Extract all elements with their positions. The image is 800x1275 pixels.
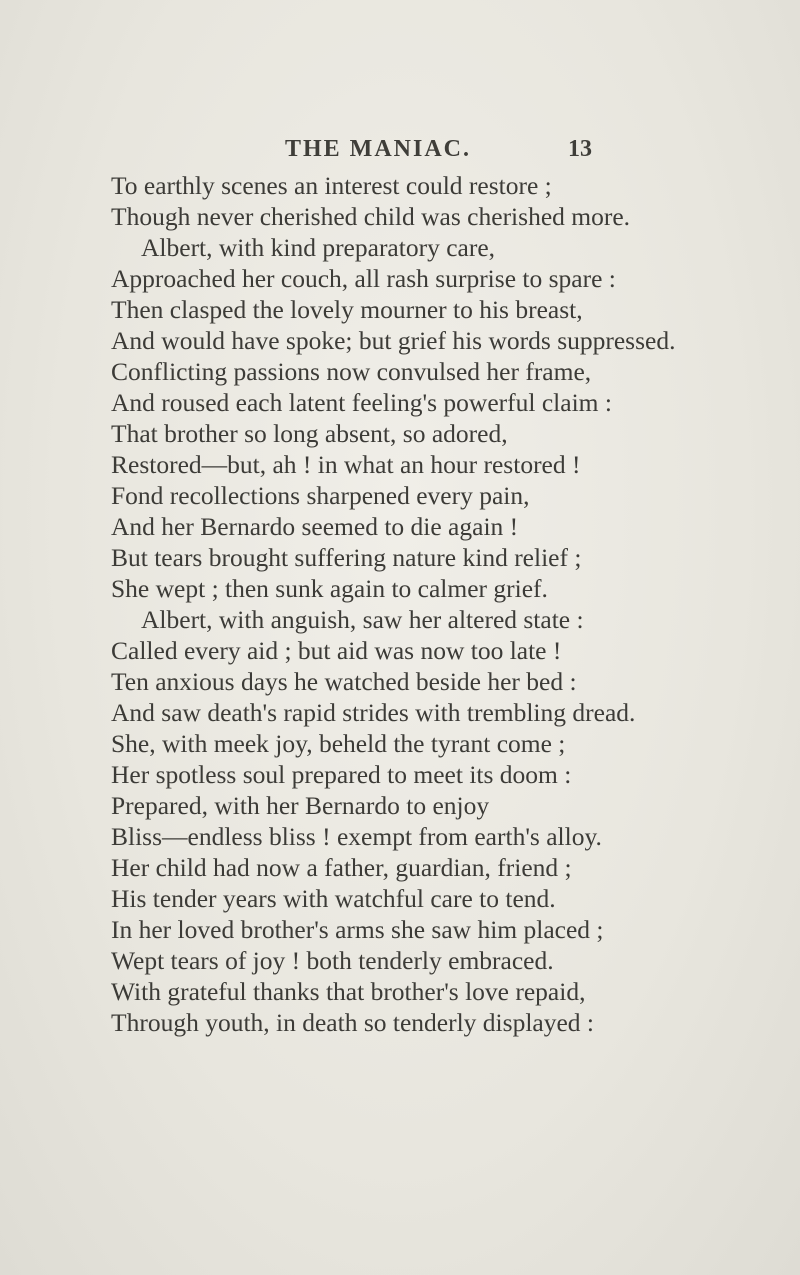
poem-line: Albert, with anguish, saw her altered state :	[141, 605, 584, 634]
poem-line: Ten anxious days he watched beside her bed :	[111, 667, 577, 696]
poem-line: And saw death's rapid strides with trembling dread.	[111, 698, 636, 727]
poem-line: Albert, with kind preparatory care,	[141, 233, 496, 262]
poem-line: Her child had now a father, guardian, friend ;	[111, 853, 572, 882]
poem-line: Her spotless soul prepared to meet its doom :	[111, 760, 572, 789]
poem-line: In her loved brother's arms she saw him placed ;	[111, 915, 604, 944]
poem-line: Then clasped the lovely mourner to his breast,	[111, 295, 583, 324]
poem-line: Restored—but, ah ! in what an hour restored !	[111, 450, 581, 479]
poem-line: Conflicting passions now convulsed her frame,	[111, 357, 592, 386]
poem-line: That brother so long absent, so adored,	[111, 419, 508, 448]
poem-line: Though never cherished child was cherished more.	[111, 202, 631, 231]
running-title: THE MANIAC.	[285, 136, 472, 162]
poem-line: And would have spoke; but grief his words suppressed.	[111, 326, 676, 355]
poem-line: With grateful thanks that brother's love repaid,	[111, 977, 586, 1006]
poem-line: And her Bernardo seemed to die again !	[111, 512, 519, 541]
poem-line: Fond recollections sharpened every pain,	[111, 481, 530, 510]
poem-line: Wept tears of joy ! both tenderly embraced.	[111, 946, 554, 975]
poem-line: She wept ; then sunk again to calmer grief.	[111, 574, 548, 603]
poem-line: She, with meek joy, beheld the tyrant come ;	[111, 729, 566, 758]
poem-line: Bliss—endless bliss ! exempt from earth's alloy.	[111, 822, 602, 851]
poem-line: And roused each latent feeling's powerful claim :	[111, 388, 612, 417]
poem-line: To earthly scenes an interest could restore ;	[111, 171, 552, 200]
page-number: 13	[568, 136, 592, 162]
poem-line: But tears brought suffering nature kind relief ;	[111, 543, 582, 572]
poem-line: Through youth, in death so tenderly displayed :	[111, 1008, 594, 1037]
poem-line: Approached her couch, all rash surprise to spare :	[111, 264, 616, 293]
poem-line: Called every aid ; but aid was now too late !	[111, 636, 562, 665]
poem-line: Prepared, with her Bernardo to enjoy	[111, 791, 490, 820]
poem-line: His tender years with watchful care to tend.	[111, 884, 556, 913]
